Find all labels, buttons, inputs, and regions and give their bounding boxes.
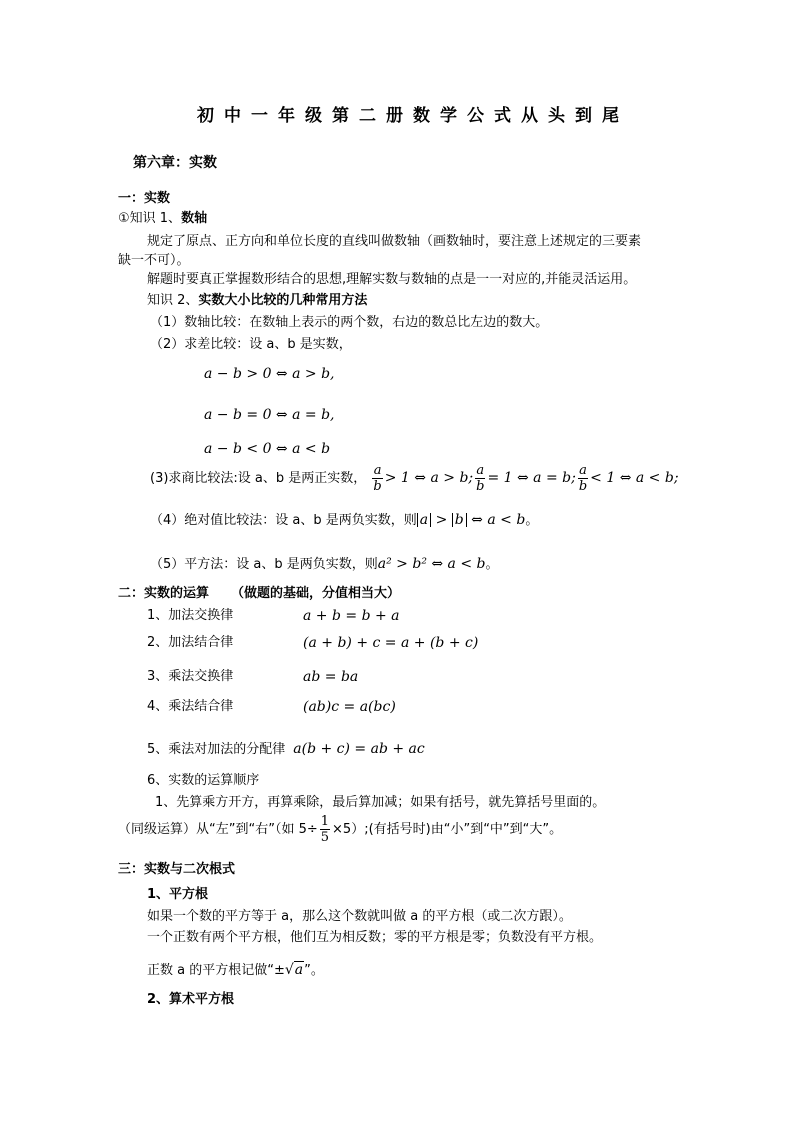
order-example-end: ×5）;(有括号时)由“小”到“中”到“大”。 (332, 822, 563, 837)
section-2-heading-line (118, 585, 400, 603)
square-root-definition: 如果一个数的平方等于 a，那么这个数就叫做 a 的平方根（或二次方跟）。 (147, 909, 572, 924)
quotient-greater-result: > 1 ⇔ a > b; (384, 470, 474, 486)
method-2-difference: （2）求差比较：设 a、b 是实数， (150, 337, 352, 352)
law-label: 3、乘法交换律 (147, 669, 234, 684)
method-3-quotient (150, 460, 679, 497)
method-1-number-line: （1）数轴比较：在数轴上表示的两个数，右边的数总比左边的数大。 (150, 315, 549, 330)
sqrt-a: √a (284, 962, 304, 978)
method-3-label: (3)求商比较法:设 a、b 是两正实数， (150, 471, 367, 486)
knowledge-1-prefix: ①知识 1、 (118, 211, 182, 226)
method-5-period: 。 (485, 557, 499, 572)
law-formula: (ab)c = a(bc) (303, 699, 396, 715)
operation-order-title: 6、实数的运算顺序 (147, 773, 260, 788)
chapter-heading: 第六章：实数 (133, 155, 217, 171)
operation-order-2 (118, 812, 562, 848)
order-example-start: （同级运算）从“左”到“右”（如 5÷ (118, 822, 318, 837)
formula-difference-zero: a − b = 0 ⇔ a = b, (204, 407, 335, 423)
law-formula: (a + b) + c = a + (b + c) (303, 635, 479, 651)
quotient-equal-result: = 1 ⇔ a = b; (487, 470, 576, 486)
section-2-heading: 二：实数的运算 (118, 586, 210, 601)
method-4-label: （4）绝对值比较法：设 a、b 是两负实数，则 (150, 513, 417, 528)
square-root-properties: 一个正数有两个平方根，他们互为相反数；零的平方根是零；负数没有平方根。 (147, 930, 603, 945)
formula-difference-positive: a − b > 0 ⇔ a > b, (204, 366, 335, 382)
problem-solving-idea: 解题时要真正掌握数形结合的思想,理解实数与数轴的点是一一对应的,并能灵活运用。 (147, 272, 637, 287)
square-root-subheading: 1、平方根 (147, 887, 209, 902)
law-label: 2、加法结合律 (147, 635, 234, 650)
method-4-period: 。 (525, 513, 539, 528)
abs-conclusion: ⇔ a < b (466, 512, 526, 528)
law-5-line (147, 740, 425, 759)
fraction-a-over-b: $\frac{a}{b}$ (578, 463, 588, 494)
law-5-label: 5、乘法对加法的分配律 (147, 742, 286, 757)
method-5-square (150, 555, 499, 574)
quotient-less-result: < 1 ⇔ a < b; (590, 470, 679, 486)
method-5-label: （5）平方法：设 a、b 是两负实数，则 (150, 557, 378, 572)
knowledge-1-line (118, 210, 207, 228)
law-label: 1、加法交换律 (147, 608, 234, 623)
knowledge-1-name: 数轴 (181, 211, 208, 226)
formula-difference-negative: a − b < 0 ⇔ a < b (204, 441, 331, 457)
law-formula: ab = ba (303, 669, 359, 685)
knowledge-2-name: 实数大小比较的几种常用方法 (198, 293, 368, 308)
number-line-definition-1: 规定了原点、正方向和单位长度的直线叫做数轴（画数轴时，要注意上述规定的三要素 (147, 234, 642, 249)
fraction-one-fifth: $\frac{1}{5}$ (320, 814, 330, 845)
law-5-formula: a(b + c) = ab + ac (293, 741, 425, 757)
abs-a: a (417, 513, 431, 527)
document-title: 初中一年级第二册数学公式从头到尾 (197, 106, 629, 126)
knowledge-2-prefix: 知识 2、 (147, 293, 199, 308)
abs-b: b (452, 513, 467, 527)
method-4-absolute (150, 511, 538, 530)
number-line-definition-2: 缺一不可）。 (118, 253, 190, 268)
fraction-a-over-b: $\frac{a}{b}$ (476, 463, 485, 494)
fraction-a-over-b: $\frac{a}{b}$ (373, 463, 382, 494)
square-root-notation (147, 961, 324, 980)
law-formula: a + b = b + a (303, 608, 400, 624)
law-label: 4、乘法结合律 (147, 699, 234, 714)
knowledge-2-line (147, 292, 367, 310)
section-2-note: （做题的基础，分值相当大） (231, 586, 401, 601)
notation-end: ”。 (304, 963, 324, 978)
abs-greater-sign: > (431, 512, 452, 528)
square-formula: a² > b² ⇔ a < b (377, 556, 486, 572)
arithmetic-square-root-subheading: 2、算术平方根 (147, 992, 235, 1007)
section-3-heading: 三：实数与二次根式 (118, 862, 236, 877)
operation-order-1: 1、先算乘方开方，再算乘除，最后算加减；如果有括号，就先算括号里面的。 (155, 795, 606, 810)
notation-start: 正数 a 的平方根记做“± (147, 963, 285, 978)
section-1-heading: 一：实数 (118, 191, 171, 206)
